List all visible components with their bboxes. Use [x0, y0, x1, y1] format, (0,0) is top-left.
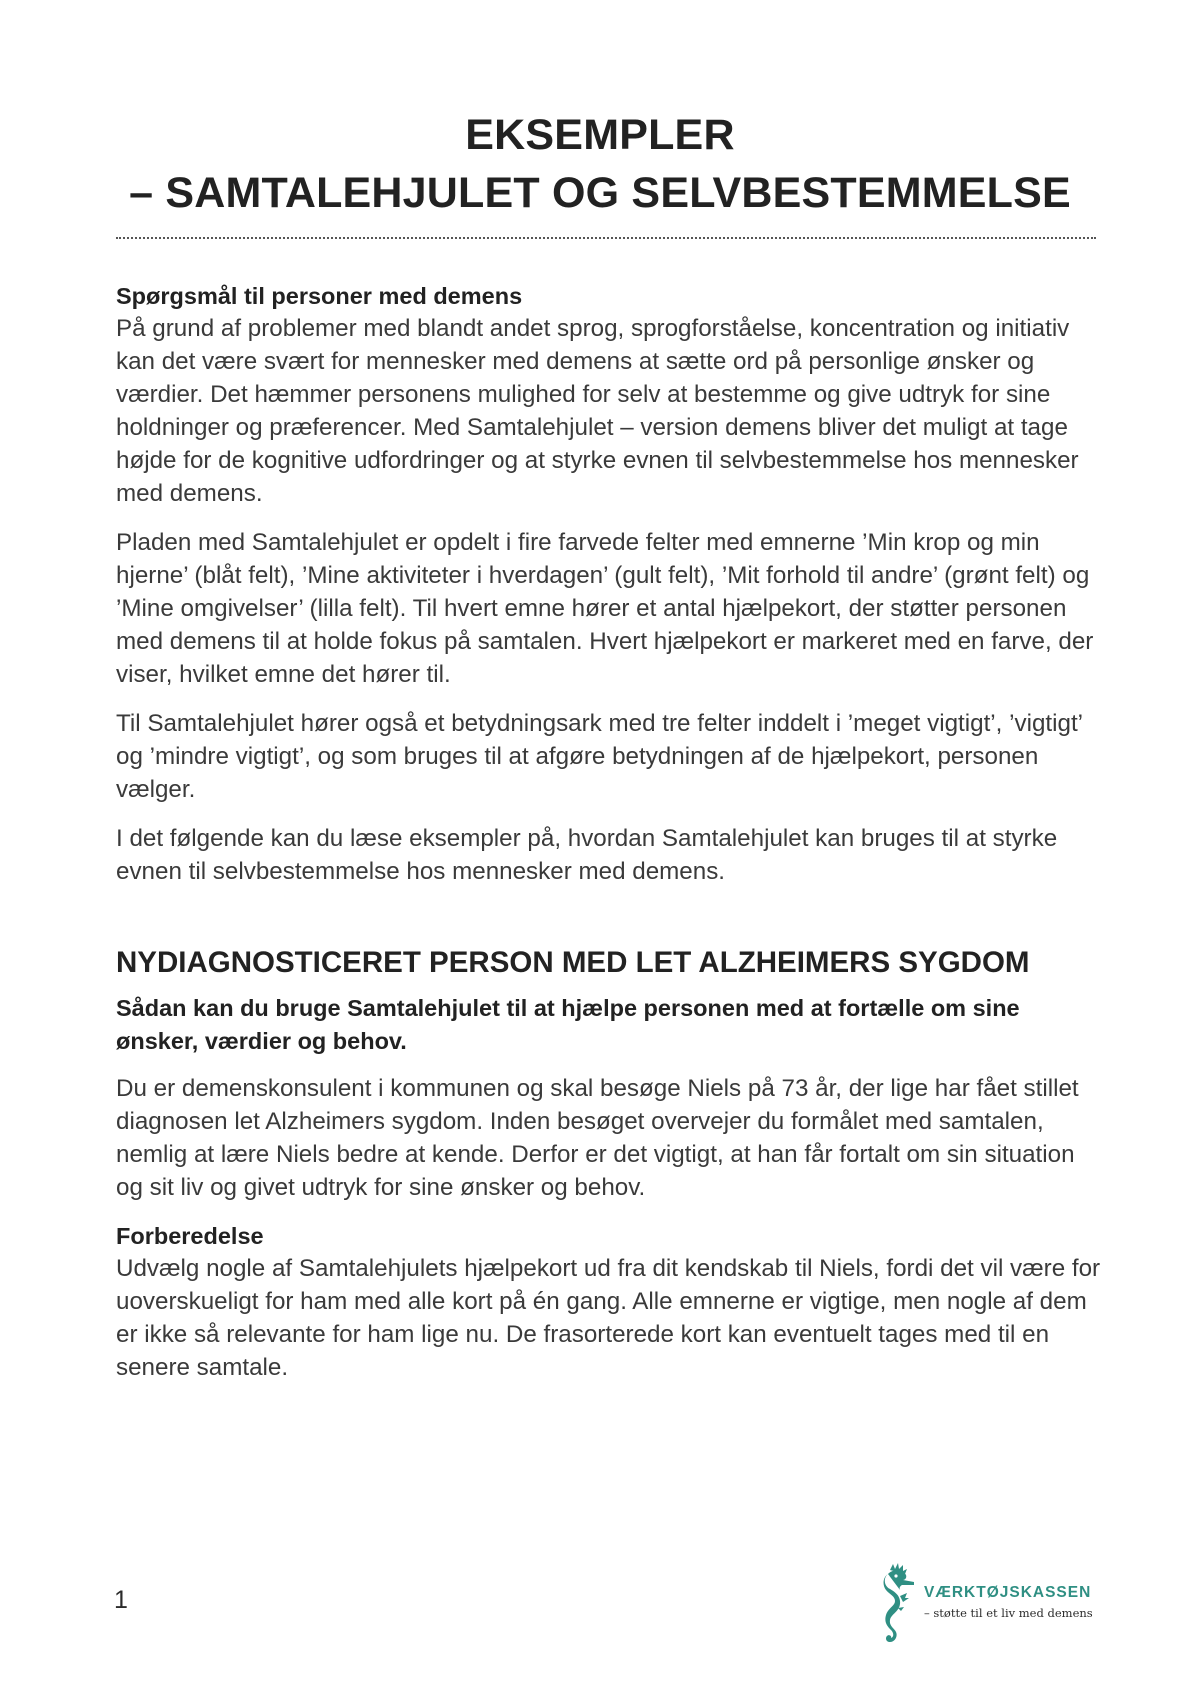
seahorse-icon [876, 1562, 920, 1652]
intro-heading: Spørgsmål til personer med demens [116, 283, 523, 309]
intro-paragraph-2: Pladen med Samtalehjulet er opdelt i fire farvede felter med emnerne ’Min krop og min hjerne’ (blåt felt), ’Mine aktiviteter i hverdagen’ (gult felt), ’Mit forhold til andre’ (grønt felt) og ’Mine omgivelser’ (lilla felt). Til hvert emne hører et antal hjælpekort, der støtter personen med demens til at holde fokus på samtalen. Hvert hjælpekort er markeret med en farve, der viser, hvilket emne det hører til. [116, 529, 1094, 688]
page-title [0, 106, 1200, 222]
page-number: 1 [114, 1586, 128, 1614]
section-heading: NYDIAGNOSTICERET PERSON MED LET ALZHEIMERS SYGDOM [116, 946, 1030, 979]
intro-paragraph-3: Til Samtalehjulet hører også et betydningsark med tre felter inddelt i ’meget vigtigt’, ’vigtigt’ og ’mindre vigtigt’, og som bruges til at afgøre betydningen af de hjælpekort, personen vælger. [116, 710, 1083, 803]
title-line-1: EKSEMPLER [465, 111, 735, 159]
intro-paragraph-4: I det følgende kan du læse eksempler på, hvordan Samtalehjulet kan bruges til at styrke evnen til selvbestemmelse hos mennesker med demens. [116, 825, 1058, 885]
preparation-paragraph: Udvælg nogle af Samtalehjulets hjælpekort ud fra dit kendskab til Niels, fordi det vil være for uoverskueligt for ham med alle kort på én gang. Alle emnerne er vigtige, men nogle af dem er ikke så relevante for ham lige nu. De frasorterede kort kan eventuelt tages med til en senere samtale. [116, 1255, 1101, 1381]
title-divider [116, 237, 1096, 239]
logo-name: VÆRKTØJSKASSEN [924, 1584, 1092, 1601]
preparation-heading: Forberedelse [116, 1223, 264, 1249]
intro-paragraph-1: På grund af problemer med blandt andet sprog, sprogforståelse, koncentration og initiativ kan det være svært for mennesker med demens at sætte ord på personlige ønsker og værdier. Det hæmmer personens mulighed for selv at bestemme og give udtryk for sine holdninger og præferencer. Med Samtalehjulet – version demens bliver det muligt at tage højde for de kognitive udfordringer og at styrke evnen til selvbestemmelse hos mennesker med demens. [116, 315, 1079, 507]
section-lead: Sådan kan du bruge Samtalehjulet til at hjælpe personen med at fortælle om sine ønsker, værdier og behov. [116, 995, 1020, 1054]
section-paragraph: Du er demenskonsulent i kommunen og skal besøge Niels på 73 år, der lige har fået stillet diagnosen let Alzheimers sygdom. Inden besøget overvejer du formålet med samtalen, nemlig at lære Niels bedre at kende. Derfor er det vigtigt, at han får fortalt om sin situation og sit liv og givet udtryk for sine ønsker og behov. [116, 1075, 1079, 1201]
logo-tagline: – støtte til et liv med demens [924, 1606, 1093, 1620]
main-content [116, 280, 1101, 1400]
vaerktoejskassen-logo [876, 1562, 1096, 1652]
title-line-2: – SAMTALEHJULET OG SELVBESTEMMELSE [129, 169, 1071, 217]
